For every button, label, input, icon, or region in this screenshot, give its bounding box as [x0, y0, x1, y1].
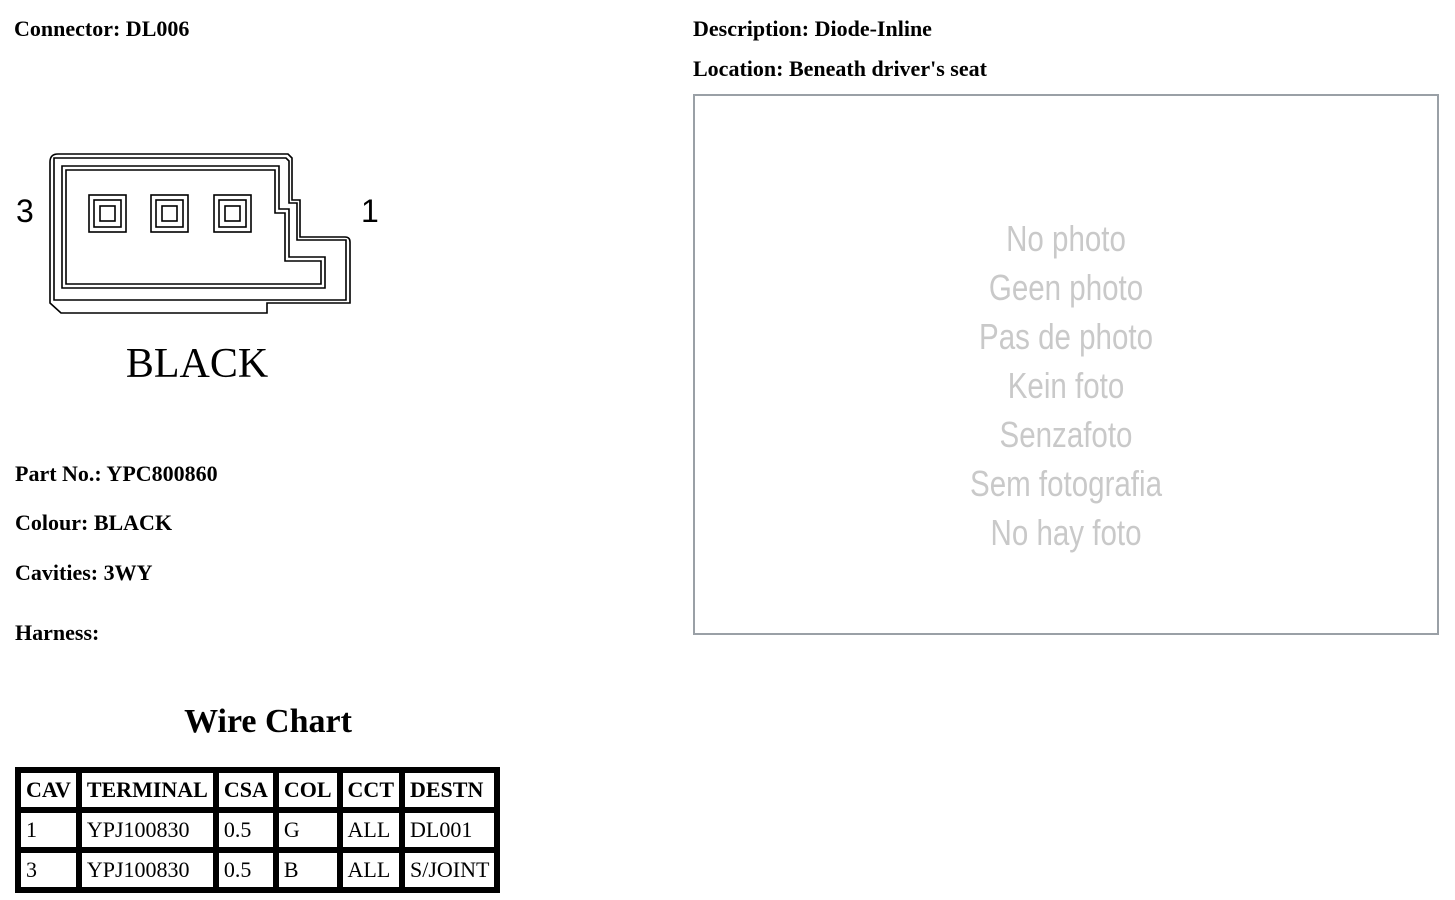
location-label: Location: Beneath driver's seat — [693, 56, 987, 81]
cell-csa: 0.5 — [216, 850, 276, 890]
cell-col: G — [276, 810, 340, 850]
no-photo-line: Kein foto — [1007, 365, 1125, 406]
cell-cct: ALL — [340, 810, 402, 850]
wire-chart-table — [15, 767, 500, 893]
cell-terminal: YPJ100830 — [79, 850, 216, 890]
pin-label-left: 3 — [16, 193, 34, 229]
connector-colour-label: BLACK — [125, 341, 269, 387]
connector-label: Connector: DL006 — [14, 16, 190, 41]
connector-diagram — [10, 145, 390, 395]
wire-chart-title: Wire Chart — [184, 703, 352, 740]
no-photo-line: Sem fotografia — [970, 463, 1162, 504]
no-photo-line: Senzafoto — [999, 414, 1133, 455]
column-header-destn: DESTN — [402, 770, 497, 810]
no-photo-text — [762, 214, 1370, 557]
cell-cct: ALL — [340, 850, 402, 890]
column-header-csa: CSA — [216, 770, 276, 810]
cell-cav: 1 — [18, 810, 79, 850]
column-header-cct: CCT — [340, 770, 402, 810]
cell-col: B — [276, 850, 340, 890]
no-photo-line: No hay foto — [990, 512, 1142, 553]
table-row — [18, 850, 497, 890]
description-label: Description: Diode-Inline — [693, 16, 932, 41]
no-photo-line: Pas de photo — [979, 316, 1153, 357]
column-header-terminal: TERMINAL — [79, 770, 216, 810]
table-header-row — [18, 770, 497, 810]
part-number-label: Part No.: YPC800860 — [15, 461, 218, 486]
cell-destn: S/JOINT — [402, 850, 497, 890]
cavities-label: Cavities: 3WY — [15, 560, 153, 585]
pin-label-right: 1 — [361, 193, 379, 229]
photo-placeholder — [693, 94, 1439, 635]
cell-csa: 0.5 — [216, 810, 276, 850]
column-header-col: COL — [276, 770, 340, 810]
no-photo-line: Geen photo — [988, 267, 1144, 308]
harness-label: Harness: — [15, 620, 100, 645]
cell-cav: 3 — [18, 850, 79, 890]
colour-label: Colour: BLACK — [15, 510, 173, 535]
column-header-cav: CAV — [18, 770, 79, 810]
no-photo-line: No photo — [1006, 218, 1126, 259]
cell-destn: DL001 — [402, 810, 497, 850]
terminal-cavities — [89, 195, 251, 232]
cell-terminal: YPJ100830 — [79, 810, 216, 850]
table-row — [18, 810, 497, 850]
